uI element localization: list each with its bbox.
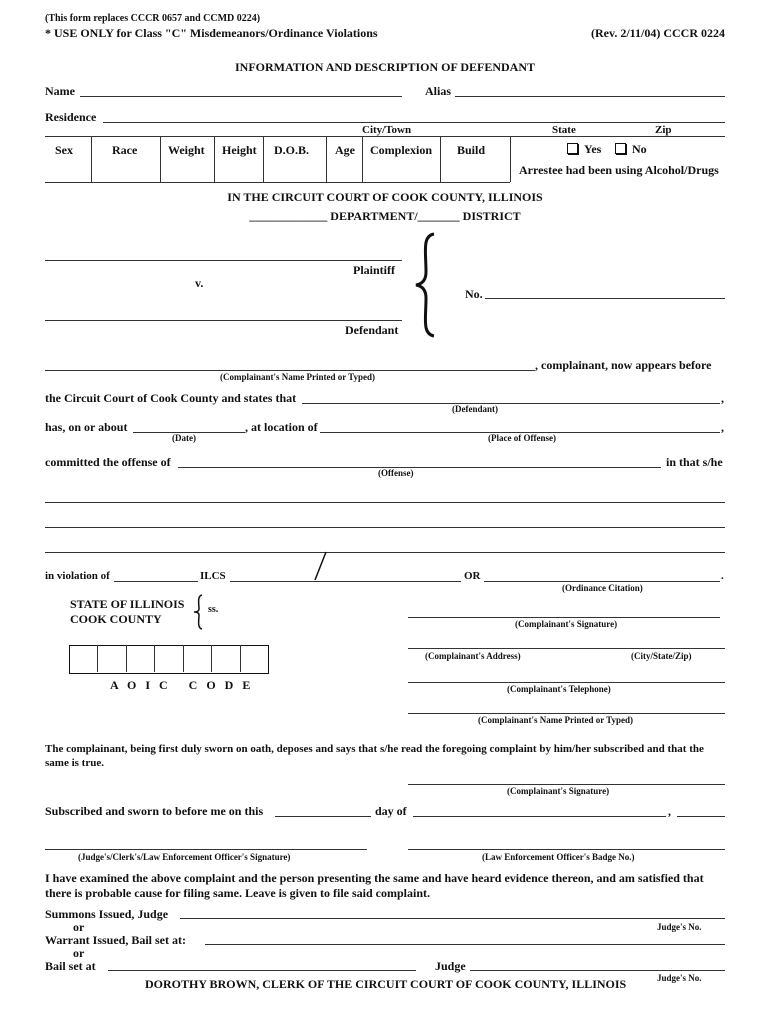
probable-cause-statement: I have examined the above complaint and the person presenting the same and have heard evidence thereon, and am satisfied that there is probable cause for filing same. Leave is given to file said complaint.	[45, 871, 704, 900]
ordinance-caption: (Ordinance Citation)	[562, 583, 643, 593]
use-only-note: * USE ONLY for Class "C" Misdemeanors/Ordinance Violations	[45, 26, 378, 40]
col-dob: D.O.B.	[274, 143, 310, 157]
residence-label: Residence	[45, 110, 97, 124]
venue-county: COOK COUNTY	[70, 612, 162, 626]
offense-description-line[interactable]	[45, 527, 725, 528]
complainant-address-field[interactable]	[408, 648, 725, 649]
alcohol-no-option[interactable]	[615, 142, 647, 157]
complainant-telephone-caption: (Complainant's Telephone)	[507, 684, 611, 694]
yes-checkbox-icon[interactable]	[567, 143, 578, 154]
col-build: Build	[457, 143, 486, 157]
defendant-caption: (Defendant)	[452, 404, 498, 414]
or-label: or	[73, 946, 85, 960]
case-no-field[interactable]	[485, 298, 725, 299]
alias-field[interactable]	[455, 96, 725, 97]
aoic-box-divider	[240, 645, 241, 672]
col-divider	[326, 136, 327, 182]
department-district[interactable]: _____________ DEPARTMENT/_______ DISTRICT	[249, 209, 521, 223]
or-label: or	[73, 920, 85, 934]
form-replaces-note: (This form replaces CCCR 0657 and CCMD 0224)	[45, 13, 261, 24]
judges-no-caption: Judge's No.	[657, 922, 702, 932]
officer-signature-field[interactable]	[45, 849, 367, 850]
residence-field[interactable]	[103, 122, 725, 123]
complainant-signature-2-field[interactable]	[408, 784, 725, 785]
ss-label: ss.	[208, 604, 219, 615]
col-age: Age	[335, 143, 355, 157]
aoic-box-divider	[183, 645, 184, 672]
offense-description-line[interactable]	[45, 502, 725, 503]
badge-number-field[interactable]	[408, 849, 725, 850]
judge-name-field[interactable]	[470, 970, 725, 971]
no-checkbox-icon[interactable]	[615, 143, 626, 154]
col-weight: Weight	[168, 143, 205, 157]
subscribed-sworn-text: Subscribed and sworn to before me on this	[45, 804, 264, 818]
col-complexion: Complexion	[370, 143, 433, 157]
period: .	[721, 570, 724, 582]
sworn-year-field[interactable]	[677, 816, 725, 817]
city-state-zip-caption: (City/State/Zip)	[631, 651, 692, 661]
aoic-box-divider	[97, 645, 98, 672]
alias-label: Alias	[425, 84, 452, 98]
name-label: Name	[45, 84, 75, 98]
ordinance-citation-field[interactable]	[484, 581, 720, 582]
court-states-text: the Circuit Court of Cook County and states that	[45, 391, 297, 405]
aoic-box-divider	[154, 645, 155, 672]
summons-issued-label: Summons Issued, Judge	[45, 907, 169, 921]
zip-caption: Zip	[655, 124, 672, 136]
yes-label: Yes	[584, 142, 602, 156]
committed-offense-text: committed the offense of	[45, 455, 171, 469]
description-table-bottom	[45, 182, 510, 183]
arrestee-alcohol-label: Arrestee had been using Alcohol/Drugs	[519, 163, 719, 177]
city-town-caption: City/Town	[362, 124, 412, 136]
venue-brace-icon	[192, 594, 206, 630]
caption-brace-icon	[412, 232, 442, 338]
col-race: Race	[112, 143, 138, 157]
revision-label: (Rev. 2/11/04) CCCR 0224	[591, 26, 725, 40]
state-caption: State	[552, 124, 576, 136]
complainant-appears-text: , complainant, now appears before	[535, 358, 712, 372]
col-height: Height	[222, 143, 257, 157]
clerk-name: DOROTHY BROWN, CLERK OF THE CIRCUIT COURT OF COOK COUNTY, ILLINOIS	[145, 977, 627, 991]
col-divider	[160, 136, 161, 182]
comma: ,	[668, 804, 671, 818]
alcohol-yes-option[interactable]	[567, 142, 601, 157]
in-violation-text: in violation of	[45, 570, 110, 582]
col-divider	[362, 136, 363, 182]
col-sex: Sex	[55, 143, 73, 157]
aoic-box-divider	[211, 645, 212, 672]
judges-no-caption: Judge's No.	[657, 973, 702, 983]
bail-set-label: Bail set at	[45, 959, 96, 973]
officer-signature-caption: (Judge's/Clerk's/Law Enforcement Officer's Signature)	[78, 852, 291, 862]
col-divider	[263, 136, 264, 182]
plaintiff-label: Plaintiff	[353, 263, 395, 277]
statute-chapter-field[interactable]	[114, 581, 198, 582]
sworn-month-field[interactable]	[413, 816, 666, 817]
plaintiff-field[interactable]	[45, 260, 402, 261]
defendant-name-field[interactable]	[302, 403, 720, 404]
complainant-printed-name-caption: (Complainant's Name Printed or Typed)	[478, 715, 634, 725]
defendant-field[interactable]	[45, 320, 402, 321]
in-that-text: in that s/he	[666, 455, 723, 469]
or-label: OR	[464, 570, 481, 582]
oath-statement: The complainant, being first duly sworn on oath, deposes and says that s/he read the foregoing complaint by him/her subscribed and that the same is true.	[45, 743, 704, 769]
summons-judge-field[interactable]	[180, 918, 725, 919]
ilcs-label: ILCS	[200, 570, 226, 582]
place-caption: (Place of Offense)	[488, 433, 556, 443]
defendant-info-title: INFORMATION AND DESCRIPTION OF DEFENDANT	[234, 60, 536, 74]
sworn-day-field[interactable]	[275, 816, 371, 817]
day-of-text: day of	[375, 804, 407, 818]
at-location-text: , at location of	[245, 420, 318, 434]
no-label: No	[632, 142, 647, 156]
description-table-top	[45, 136, 725, 137]
offense-description-line[interactable]	[45, 552, 725, 553]
comma: ,	[721, 420, 724, 434]
bail-amount-field[interactable]	[108, 970, 416, 971]
has-on-about-text: has, on or about	[45, 420, 128, 434]
defendant-label: Defendant	[345, 323, 399, 337]
offense-field[interactable]	[178, 467, 661, 468]
name-field[interactable]	[80, 96, 402, 97]
court-title: IN THE CIRCUIT COURT OF COOK COUNTY, ILLINOIS	[227, 190, 543, 204]
comma: ,	[721, 391, 724, 405]
col-divider	[440, 136, 441, 182]
warrant-bail-field[interactable]	[205, 944, 725, 945]
warrant-issued-label: Warrant Issued, Bail set at:	[45, 933, 186, 947]
complainant-signature-field[interactable]	[408, 617, 720, 618]
venue-state: STATE OF ILLINOIS	[70, 597, 185, 611]
complainant-telephone-field[interactable]	[408, 682, 725, 683]
col-divider	[510, 136, 511, 182]
complainant-name-field[interactable]	[45, 370, 535, 371]
aoic-code-boxes[interactable]	[69, 645, 269, 674]
aoic-code-label: A O I C C O D E	[110, 678, 254, 692]
complainant-printed-name-field[interactable]	[408, 713, 725, 714]
complainant-signature-caption: (Complainant's Signature)	[515, 619, 618, 629]
versus-label: v.	[195, 276, 204, 290]
complainant-address-caption: (Complainant's Address)	[425, 651, 521, 661]
case-no-label: No.	[465, 287, 483, 301]
date-caption: (Date)	[172, 433, 196, 443]
aoic-box-divider	[126, 645, 127, 672]
ilcs-section-field[interactable]	[230, 581, 461, 582]
judge-label: Judge	[435, 959, 466, 973]
complainant-name-caption: (Complainant's Name Printed or Typed)	[220, 372, 376, 382]
slash-icon	[312, 551, 328, 581]
col-divider	[91, 136, 92, 182]
badge-number-caption: (Law Enforcement Officer's Badge No.)	[482, 852, 635, 862]
offense-caption: (Offense)	[378, 468, 414, 478]
col-divider	[214, 136, 215, 182]
complainant-signature-2-caption: (Complainant's Signature)	[507, 786, 610, 796]
